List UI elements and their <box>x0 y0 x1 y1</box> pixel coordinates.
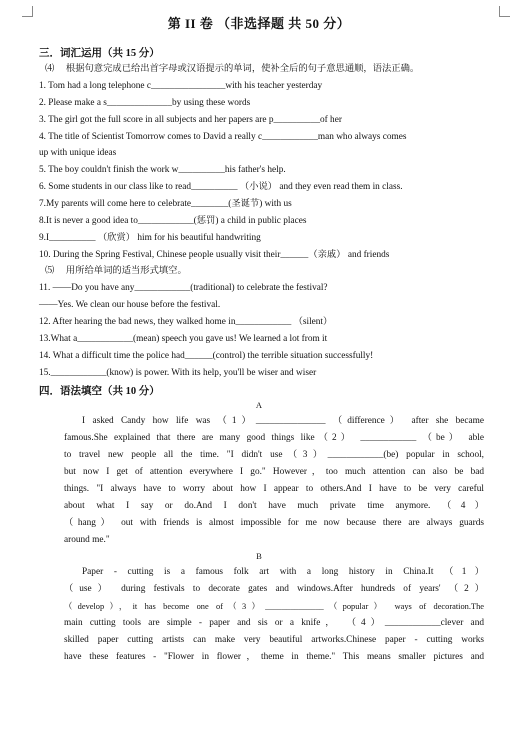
passage-label: A <box>255 400 263 410</box>
question-line: 2. Please make a s______________by using these words <box>39 98 251 108</box>
question-line: 5. The boy couldn't finish the work w__________his father's help. <box>39 165 286 175</box>
instruction: ⑸ 用所给单词的适当形式填空。 <box>45 266 187 276</box>
passage-line: skilled paper cutting artists can make very beautiful artworks.Chinese paper - cutting works <box>64 635 484 645</box>
passage-line: around me." <box>64 535 110 545</box>
passage-line: to travel new people all the time. "I didn't use（3）____________(be) popular in school, <box>64 450 484 460</box>
question-line: 12. After hearing the bad news, they walked home in____________ （silent） <box>39 317 333 327</box>
passage-line: （use） during festivals to decorate gates and windows.After hundreds of years' （2） <box>64 584 484 594</box>
question-line: 10. During the Spring Festival, Chinese people usually visit their______（亲戚） and friends <box>39 250 390 260</box>
question-line: ——Yes. We clean our house before the festival. <box>39 300 221 310</box>
passage-line: Paper - cutting is a famous folk art with a long history in China.It （1） <box>82 567 484 577</box>
passage-line: I asked Candy how life was （1）_______________ （difference） after she became <box>82 416 484 426</box>
passage-line: （hang） out with friends is almost impossible for me now because there are always guards <box>64 518 484 528</box>
question-line: 11. ——Do you have any____________(traditional) to celebrate the festival? <box>39 283 328 293</box>
question-line: 8.It is never a good idea to____________(惩罚) a child in public places <box>39 216 307 226</box>
passage-line: but now I get of attention everywhere I go." However，too much attention can also be bad <box>64 467 484 477</box>
question-line: 1. Tom had a long telephone c________________with his teacher yesterday <box>39 81 323 91</box>
question-line: 9.I__________ （欣赏） him for his beautiful handwriting <box>39 233 261 243</box>
question-line: 15.____________(know) is power. With its help, you'll be wiser and wiser <box>39 368 317 378</box>
passage-line: （develop），it has become one of（3）______________（popular） ways of decoration.The <box>64 602 484 611</box>
question-line: 14. What a difficult time the police had______(control) the terrible situation successfully! <box>39 351 374 361</box>
passage-line: about what I say or do.And I don't have much private time anymore. （4） <box>64 501 484 511</box>
passage-line: famous.She explained that there are many good things like（2） ____________ （be） able <box>64 433 484 443</box>
question-line: up with unique ideas <box>39 148 117 158</box>
passage-b <box>64 564 484 666</box>
page-title: 第 II 卷 （非选择题 共 50 分） <box>167 16 351 31</box>
passage-line: main cutting tools are simple - paper and sis or a knife， （4）____________clever and <box>64 618 484 628</box>
section-heading: 三．词汇运用（共 15 分） <box>39 48 160 59</box>
passage-line: have these features - "Flower in flower，theme in theme." This means smaller pictures and <box>64 652 484 662</box>
passage-line: things. "I always have to worry about how I appear to others.And I have to be very careful <box>64 484 484 494</box>
question-line: 13.What a____________(mean) speech you gave us! We learned a lot from it <box>39 334 328 344</box>
question-line: 4. The title of Scientist Tomorrow comes to David a really c____________man who always comes <box>39 132 407 142</box>
question-line: 3. The girl got the full score in all subjects and her papers are p__________of her <box>39 115 342 125</box>
passage-label: B <box>256 551 262 561</box>
instruction: ⑷ 根据句意完成已给出首字母或汉语提示的单词，使补全后的句子意思通顺，语法正确。 <box>45 64 420 74</box>
question-line: 6. Some students in our class like to read__________ （小说） and they even read them in class. <box>39 182 403 192</box>
question-line: 7.My parents will come here to celebrate________(圣诞节) with us <box>39 199 292 209</box>
section-heading: 四．语法填空（共 10 分） <box>39 386 160 397</box>
passage-a <box>64 413 484 549</box>
